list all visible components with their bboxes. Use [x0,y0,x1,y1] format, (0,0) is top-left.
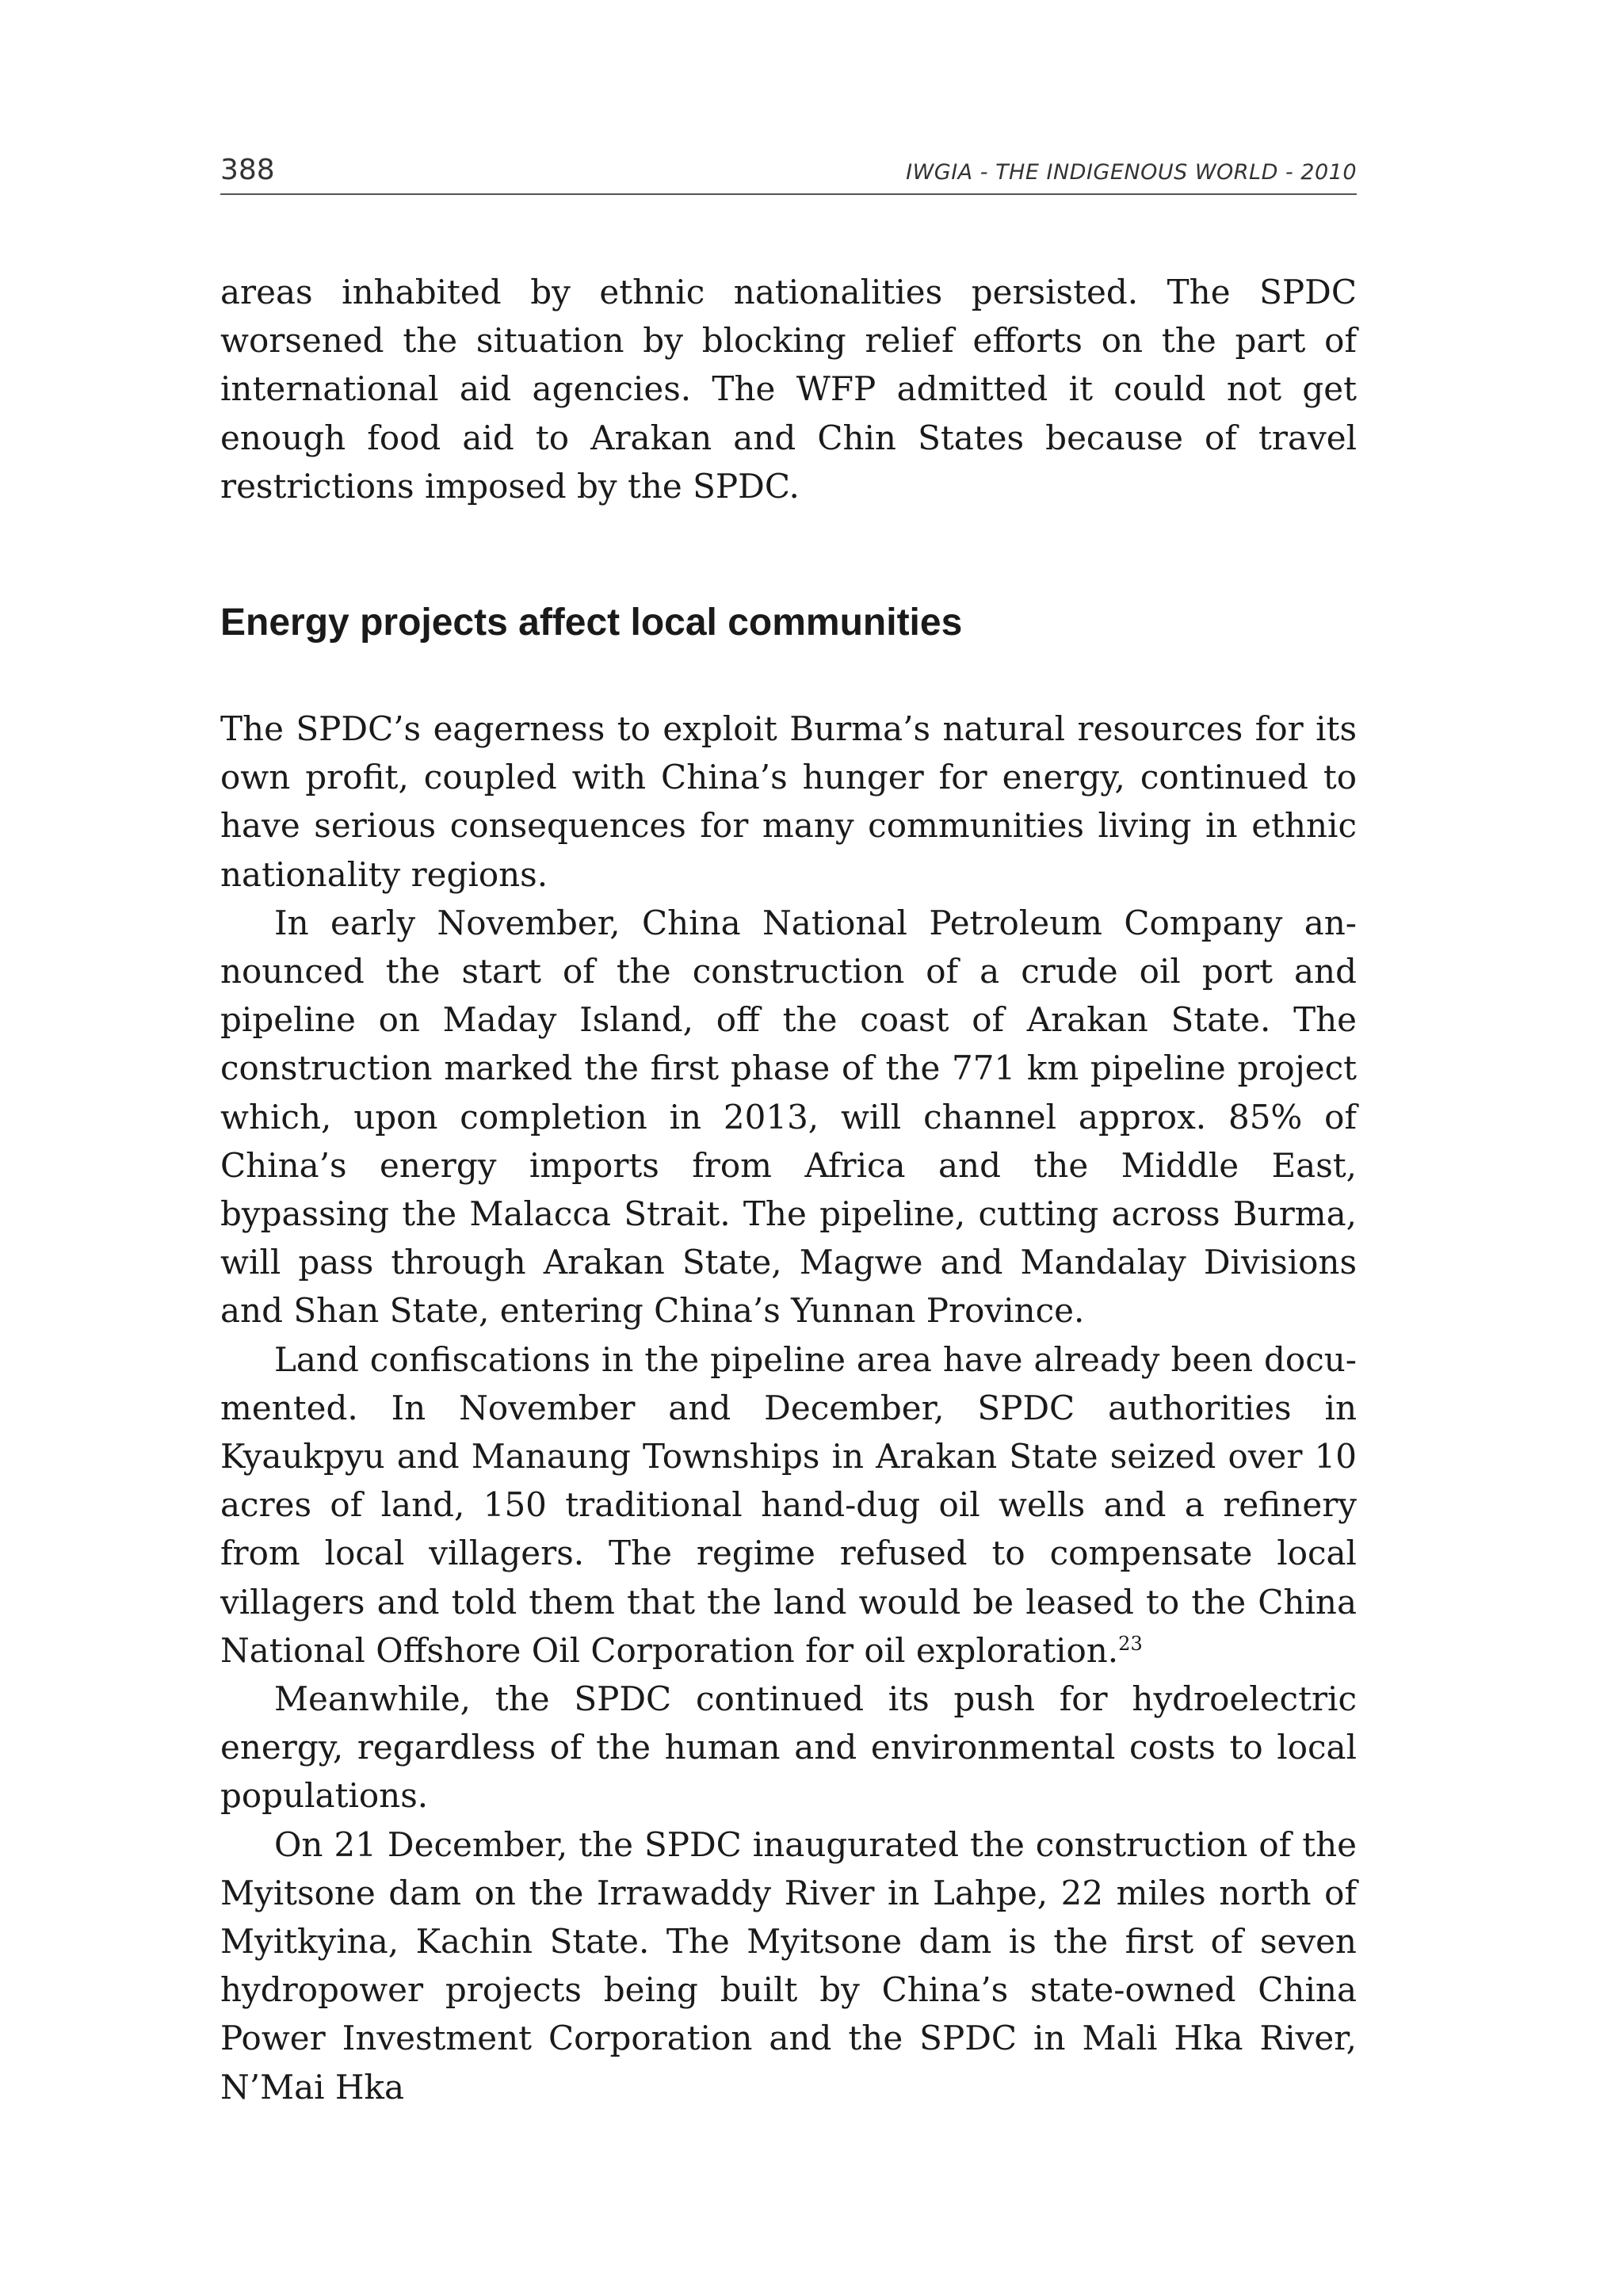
body-paragraph: In early November, China National Petroleum Company announced the start of the construction of a crude oil port and pipeline on Maday Island, off the coast of Arakan State. The construction marked the first phase of the 771 km pipeline project which, upon completion in 2013, will channel approx. 85% of China’s energy imports from Africa and the Middle East, bypassing the Malacca Strait. The pipeline, cutting across Burma, will pass through Arakan State, Magwe and Mandalay Divisions and Shan State, entering China’s Yunnan Province. [220,903,1357,1331]
body-paragraph: On 21 December, the SPDC inaugurated the construction of the Myitsone dam on the Irrawaddy River in Lahpe, 22 miles north of Myitkyina, Kachin State. The Myitsone dam is the first of seven hydropower projects being built by China’s state-owned China Power Investment Corporation and the SPDC in Mali Hka River, N’Mai Hka [220,1824,1357,2107]
section-heading: Energy projects affect local communities [220,602,963,644]
body-paragraph: The SPDC’s eagerness to exploit Burma’s natural resources for its own profit, coupled with China’s hunger for energy, continued to have serious consequences for many communities living in ethnic nationality regions. [220,709,1357,894]
running-header [220,151,1357,195]
page-number: 388 [220,154,275,186]
footnote-marker[interactable]: 23 [1118,1632,1143,1655]
body-paragraph-text: Land confiscations in the pipeline area have already been documented. In November and December, SPDC authorities in Kyaukpyu and Manaung Townships in Arakan State seized over 10 acres of land, 150 traditional hand-dug oil wells and a refinery from local villagers. The regime refused to compensate local villagers and told them that the land would be leased to the China National Offshore Oil Corporation for oil exploration. [220,1339,1357,1670]
body-paragraph-with-footnote [220,1335,1357,1675]
body-paragraph: Meanwhile, the SPDC continued its push for hydroelectric energy, regardless of the human and environmental costs to local populations. [220,1679,1357,1816]
intro-text [220,268,1357,510]
intro-paragraph: areas inhabited by ethnic nationalities persisted. The SPDC worsened the situation by blocking relief efforts on the part of international aid agencies. The WFP admitted it could not get enough food aid to Arakan and Chin States because of travel restrictions imposed by the SPDC. [220,273,1357,506]
running-title: IWGIA - THE INDIGENOUS WORLD - 2010 [906,160,1357,185]
section-body [220,705,1357,2111]
